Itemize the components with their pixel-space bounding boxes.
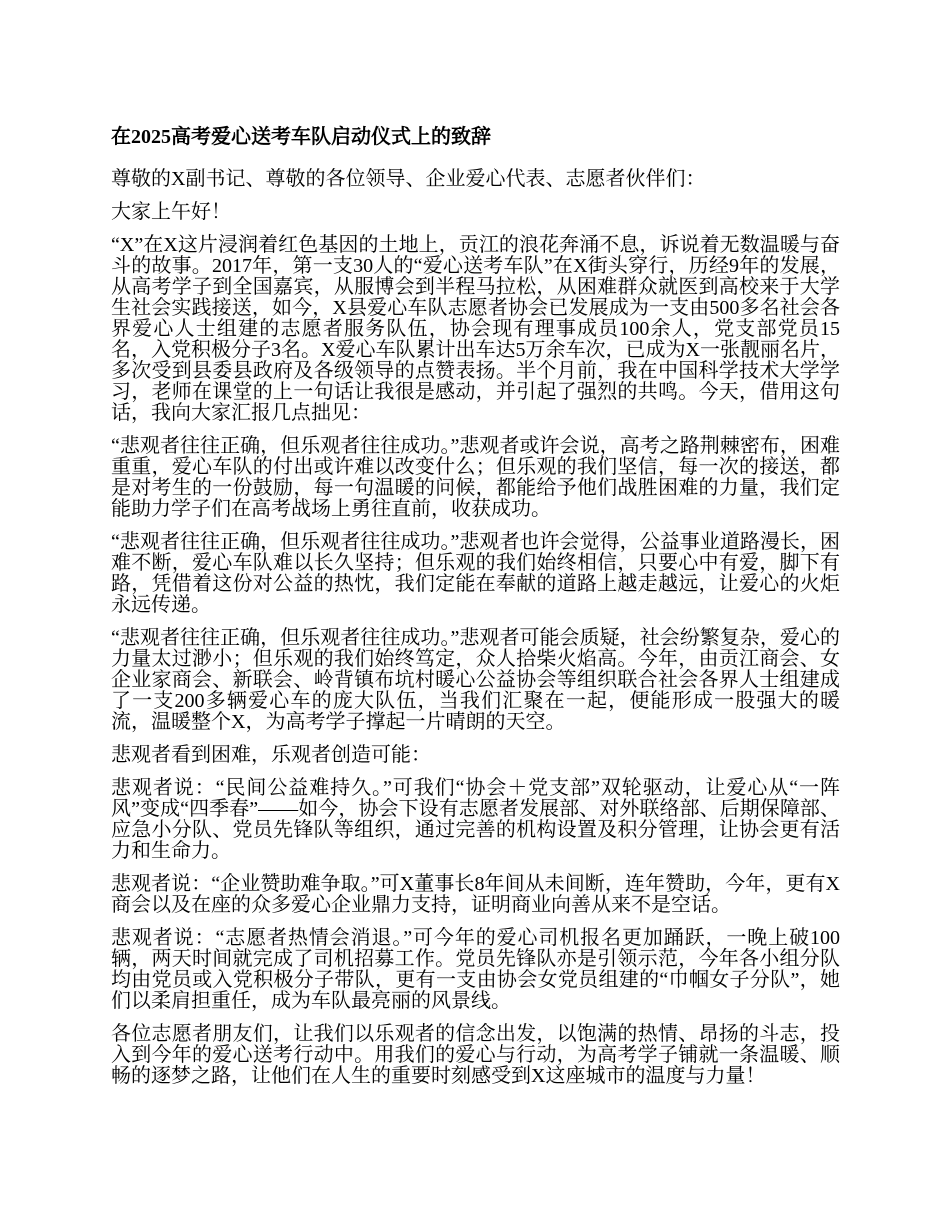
paragraph-optimist-2: “悲观者往往正确，但乐观者往往成功。”悲观者也许会觉得，公益事业道路漫长，困难不断，爱心车队难以长久坚持；但乐观的我们始终相信，只要心中有爱，脚下有路，凭借着这份对公益的热忱，我们定能在奉献的道路上越走越远，让爱心的火炬永远传递。 [111, 531, 840, 616]
paragraph-transition: 悲观者看到困难，乐观者创造可能： [111, 744, 431, 766]
paragraph-optimist-3: “悲观者往往正确，但乐观者往往成功。”悲观者可能会质疑，社会纷繁复杂，爱心的力量太过渺小；但乐观的我们始终笃定，众人拾柴火焰高。今年，由贡江商会、女企业家商会、新联会、岭背镇布坑村暖心公益协会等组织联合社会各界人士组建成了一支200多辆爱心车的庞大队伍，当我们汇聚在一起，便能形成一股强大的暖流，温暖整个X，为高考学子撑起一片晴朗的天空。 [111, 627, 840, 733]
paragraph-intro: “X”在X这片浸润着红色基因的土地上，贡江的浪花奔涌不息，诉说着无数温暖与奋斗的故事。2017年，第一支30人的“爱心送考车队”在X街头穿行，历经9年的发展，从高考学子到全国嘉宾，从服博会到半程马拉松，从困难群众就医到高校来于大学生社会实践接送，如今，X县爱心车队志愿者协会已发展成为一支由500多名社会各界爱心人士组建的志愿者服务队伍，协会现有理事成员100余人，党支部党员15名，入党积极分子3名。X爱心车队累计出车达5万余车次，已成为X一张靓丽名片，多次受到县委县政府及各级领导的点赞表扬。半个月前，我在中国科学技术大学学习，老师在课堂的上一句话让我很是感动，并引起了强烈的共鸣。今天，借用这句话，我向大家汇报几点拙见： [111, 234, 840, 424]
salutation-line: 尊敬的X副书记、尊敬的各位领导、企业爱心代表、志愿者伙伴们： [111, 168, 706, 190]
paragraph-pessimist-2: 悲观者说：“企业赞助难争取。”可X董事长8年间从未间断，连年赞助，今年，更有X商会以及在座的众多爱心企业鼎力支持，证明商业向善从来不是空话。 [111, 873, 840, 916]
document-page [111, 127, 840, 1099]
document-title: 在2025高考爱心送考车队启动仪式上的致辞 [111, 126, 491, 148]
greeting-line: 大家上午好！ [111, 201, 231, 223]
paragraph-closing: 各位志愿者朋友们，让我们以乐观者的信念出发，以饱满的热情、昂扬的斗志，投入到今年的爱心送考行动中。用我们的爱心与行动，为高考学子铺就一条温暖、顺畅的逐梦之路，让他们在人生的重要时刻感受到X这座城市的温度与力量！ [111, 1023, 840, 1087]
paragraph-optimist-1: “悲观者往往正确，但乐观者往往成功。”悲观者或许会说，高考之路荆棘密布，困难重重，爱心车队的付出或许难以改变什么；但乐观的我们坚信，每一次的接送，都是对考生的一份鼓励，每一句温暖的问候，都能给予他们战胜困难的力量，我们定能助力学子们在高考战场上勇往直前，收获成功。 [111, 435, 840, 520]
paragraph-pessimist-1: 悲观者说：“民间公益难持久。”可我们“协会＋党支部”双轮驱动，让爱心从“一阵风”变成“四季春”——如今，协会下设有志愿者发展部、对外联络部、后期保障部、应急小分队、党员先锋队等组织，通过完善的机构设置及积分管理，让协会更有活力和生命力。 [111, 777, 840, 862]
paragraph-pessimist-3: 悲观者说：“志愿者热情会消退。”可今年的爱心司机报名更加踊跃，一晚上破100辆，两天时间就完成了司机招募工作。党员先锋队亦是引领示范，今年各小组分队均由党员或入党积极分子带队，更有一支由协会女党员组建的“巾帼女子分队”，她们以柔肩担重任，成为车队最亮丽的风景线。 [111, 927, 840, 1012]
